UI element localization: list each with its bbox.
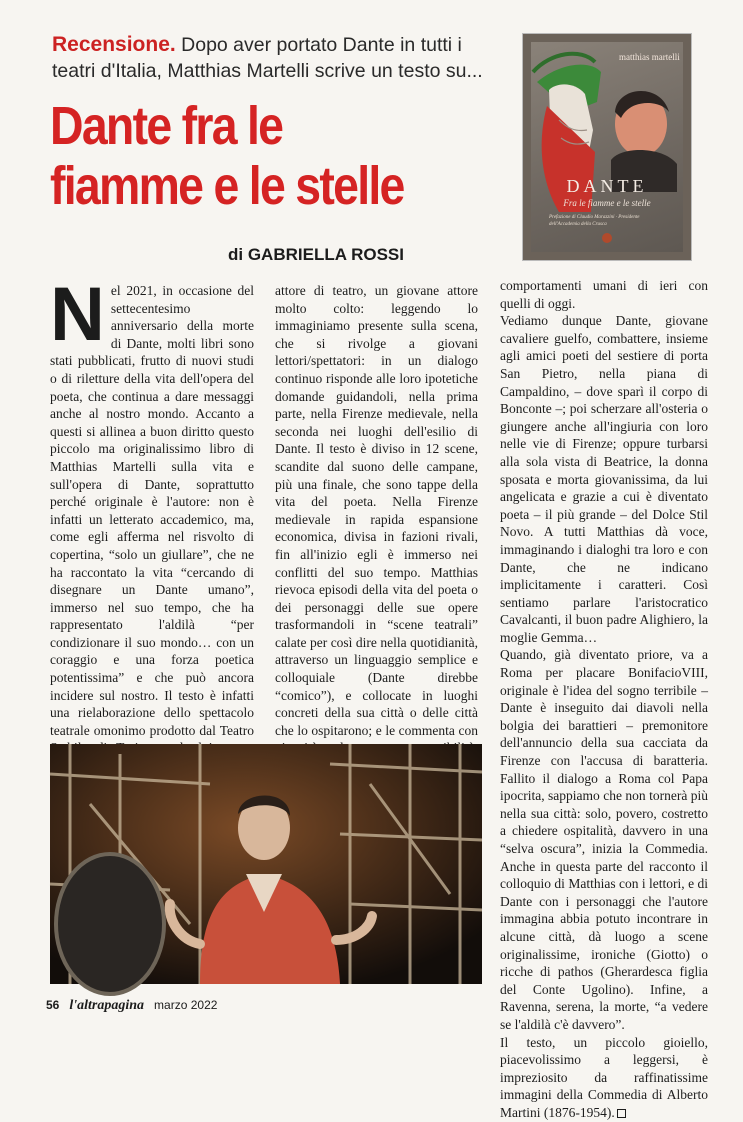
drop-cap: N [50,272,105,357]
book-cover [523,34,691,260]
headline [50,96,446,216]
article-column-2 [275,282,478,738]
article-paragraph: Quando, già diventato priore, va a Roma per placare BonifacioVIII, originale è l'idea del sogno terribile – Dante è inseguito dai diavoli nella bolgia dei barattieri – premonitore dell'annuncio della sua cacciata da Firenze con l'accusa di baratteria. Fallito il dialogo a Roma col Papa ipocrita, sappiamo che non tornerà più nella sua città: solo, povero, costretto a chiedere ospitalità, davvero in una “selva oscura”, inizia la Commedia. Anche in questa parte del racconto il colloquio di Matthias con i lettori, e di Dante con i personaggi che l'autore immagina abbia potuto incontrare in alcune città, dà luogo a scene originalissime, ironiche (Giotto) o ricche di pathos (Gherardesca figlia del Conte Ugolino). Infine, a Ravenna, serena, la morte, “a vedere se l'aldilà c'è davvero”. [500,647,708,1032]
book-cover-subtitle: Fra le fiamme e le stelle [563,198,651,208]
kicker-text: Dopo aver portato Dante in tutti i teatri d'Italia, Matthias Martelli scrive un testo su... [52,34,483,82]
book-cover-title: DANTE [566,176,648,196]
book-cover-author: matthias martelli [619,52,680,62]
article-paragraph: Vediamo dunque Dante, giovane cavaliere guelfo, combattere, insieme agli amici poeti del sestiere di porta San Pietro, nella piana di Campaldino, – dove sparì il corpo di Bonconte –; poi scherzare all'osteria o giungere anche all'ingiuria con loro nelle vie di Firenze; oppure turbarsi alla sola vista di Beatrice, la donna sposata e morta giovanissima, da lui angelicata e grazie a cui è diventato poeta – il più grande – del Dolce Stil Novo. A tutti Matthias dà voce, immaginando i dialoghi tra loro e con Dante, che ne indicano implicitamente i caratteri. Così sentiamo parlare l'aristocratico Cavalcanti, il buon padre Alighiero, la moglie Gemma… [500,313,708,645]
byline: di GABRIELLA ROSSI [228,245,404,264]
page-footer [46,998,217,1014]
article-paragraph: attore di teatro, un giovane attore molto colto: leggendo lo immaginiamo presente sulla scena, che si rivolge a giovani lettori/spettatori: in un dialogo continuo risponde alle loro ipotetiche domande guidandoli, nella prima parte, nella Firenze medievale, nella seconda nei luoghi dell'esilio di Dante. Il testo è diviso in 12 scene, scandite dal suono delle campane, più una finale, che sono tappe della vita del poeta. Nella Firenze medievale in rapida espansione economica, divisa in fazioni rivali, fin all'inizio egli è immerso nei conflitti del suo tempo. Matthias rievoca episodi della vita del poeta o dei personaggi delle sue opere trasformandoli in “scene teatrali” calate per così dire nella quotidianità, attraverso un linguaggio semplice e colloquiale (Dante direbbe “comico”), e collocate in luoghi concreti della sua città o delle città che lo ospitarono; e le commenta con [275,283,478,738]
actor-on-stage-image [50,744,482,984]
magazine-name: l'altrapagina [69,998,145,1013]
kicker-label: Recensione. [52,33,176,56]
article-paragraph-text: Il testo, un piccolo gioiello, piacevolissimo a leggersi, è impreziosito da raffinatissime immagini della Commedia di Alberto Martini (1876-1954). [500,1034,708,1120]
stage-photo [50,744,482,984]
headline-line-1: Dante fra le [50,96,283,156]
article-paragraph [500,1034,708,1122]
book-cover-credits: Prefazione di Claudio Marazzini · Presidente dell'Accademia della Crusca [549,215,640,227]
issue-date: marzo 2022 [154,998,218,1012]
book-cover-art [531,42,683,252]
article-paragraph-text: el 2021, in occasione del settecentesimo anniversario della morte di Dante, molti libri sono stati pubblicati, frutto di nuovi studi o di riletture della vita dell'opera del poeta, che continua a dare messaggi anche al nostro mondo. Accanto a questi si allinea a buon diritto questo piccolo ma originalissimo libro di Matthias Martelli sulla vita e sull'opera di Dante, soprattutto perché originale è l'autore: non è infatti un letterato accademico, ma, come egli afferma nel risvolto di copertina, “solo un giullare”, che ne ha raccontato la vita “cercando di disegnare un Dante umano”, immerso nel suo tempo, che ha rappresentato l'aldilà “per condizionare il suo mondo… con un coraggio e una forza poetica potentissima” e che può ancora incidere sul nostro. Il testo è infatti una rielaborazione dello spettacolo teatrale omonimo prodotto dal Teatro [50,283,254,738]
page-number: 56 [46,998,60,1012]
headline-line-2: fiamme e le stelle [50,156,404,216]
end-mark-icon [617,1109,626,1118]
article-column-3 [500,277,708,1120]
article-column-1 [50,272,254,738]
article-paragraph: comportamenti umani di ieri con quelli di oggi. [500,278,708,311]
kicker [52,32,508,84]
